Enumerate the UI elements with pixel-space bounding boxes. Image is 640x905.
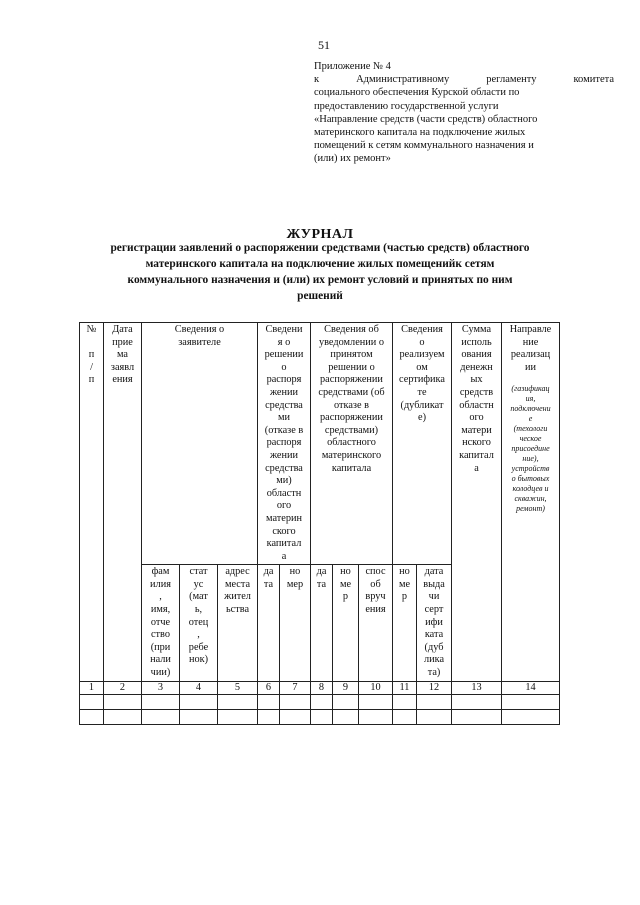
cell-text-line: ения xyxy=(365,604,386,616)
appendix-line: (или) их ремонт» xyxy=(314,153,391,165)
cell-text-line: Сведения о xyxy=(174,324,225,335)
cell-text-line: нок) xyxy=(188,654,209,666)
cell-text-line: ме xyxy=(398,578,411,590)
cell-text-line: жении xyxy=(269,449,299,461)
cell-text-line: фам xyxy=(151,566,170,578)
cell-text-line: вруч xyxy=(365,591,386,603)
empty-cell xyxy=(280,710,311,725)
cell-text-line: ых xyxy=(470,374,483,386)
cell-text-line: ми) xyxy=(276,475,292,487)
cell-text-line: Сумма xyxy=(461,324,492,335)
cell-text-line: серт xyxy=(424,604,444,616)
empty-cell xyxy=(359,710,393,725)
empty-cell xyxy=(280,695,311,710)
column-number-row xyxy=(80,681,560,695)
cell-text-line: / xyxy=(90,361,93,373)
cell-text-line xyxy=(81,337,102,350)
cell-text-line: средства xyxy=(265,462,303,474)
cell-text-line: о xyxy=(419,336,425,348)
cell-text-line: та xyxy=(316,578,327,590)
empty-cell xyxy=(142,695,180,710)
cell-text-line: п xyxy=(88,349,95,361)
cell-text-line: ия, xyxy=(525,394,536,404)
subtitle-line: материнского капитала на подключение жилых помещенийк сетям xyxy=(145,258,495,270)
cell-text-line: мер xyxy=(286,578,304,590)
cell-text-line: ма xyxy=(116,349,129,361)
cell-text-line: ческое xyxy=(519,434,542,444)
header-amount xyxy=(452,323,502,682)
cell-text-line: устройств xyxy=(511,464,550,474)
cell-text-line: областн xyxy=(266,487,302,499)
cell-text-line: чи xyxy=(428,591,440,603)
sub-decision-date xyxy=(258,565,280,681)
cell-text-line: ии xyxy=(524,361,537,373)
sub-status xyxy=(180,565,218,681)
cell-text-line: матери xyxy=(461,424,492,436)
empty-cell xyxy=(258,695,280,710)
empty-cell xyxy=(393,710,417,725)
cell-text-line: присоедине xyxy=(511,444,550,454)
sub-notice-date xyxy=(311,565,333,681)
col-num: 3 xyxy=(142,681,180,695)
cell-text-line: чии) xyxy=(150,667,171,679)
sub-fullname xyxy=(142,565,180,681)
appendix-line: к Административному регламенту комитета xyxy=(314,74,614,86)
cell-text-line: е) xyxy=(418,412,426,424)
cell-text-line: капитала xyxy=(331,462,372,474)
cell-text-line: Сведения об xyxy=(324,324,379,335)
cell-text-line: уведомлении о xyxy=(318,336,385,348)
col-num: 14 xyxy=(502,681,560,695)
cell-text-line: реализац xyxy=(510,349,551,361)
cell-text-line: спос xyxy=(365,566,386,578)
col-num: 10 xyxy=(359,681,393,695)
cell-text-line: те xyxy=(417,386,427,398)
cell-text-line: ь, xyxy=(194,604,203,616)
cell-text-line: реализуем xyxy=(399,349,445,361)
cell-text-line: ме xyxy=(339,578,352,590)
col-num: 2 xyxy=(104,681,142,695)
empty-cell xyxy=(417,695,452,710)
empty-cell xyxy=(104,710,142,725)
cell-text-line: да xyxy=(263,566,274,578)
cell-text-line: а xyxy=(281,550,287,562)
cell-text-line: средствами (об xyxy=(318,386,385,398)
cell-text-line: нали xyxy=(150,654,171,666)
sub-delivery-method xyxy=(359,565,393,681)
empty-cell xyxy=(502,710,560,725)
empty-cell xyxy=(218,695,258,710)
cell-text-line: средств xyxy=(459,386,494,398)
page-number: 51 xyxy=(318,38,330,52)
cell-text-line: распоряжении xyxy=(320,412,383,424)
cell-text-line: ом xyxy=(416,361,428,373)
empty-cell xyxy=(333,710,359,725)
cell-text-line: но xyxy=(399,566,410,578)
cell-text-line: я о xyxy=(277,336,291,348)
cell-text-line: прие xyxy=(112,336,133,348)
cell-text-line: ьства xyxy=(225,604,250,616)
cell-text-line: областного xyxy=(327,437,376,449)
cell-text-line: (дубликат xyxy=(400,399,444,411)
col-num: 9 xyxy=(333,681,359,695)
cell-text-line: ство xyxy=(150,629,170,641)
sub-decision-number xyxy=(280,565,311,681)
header-notification xyxy=(311,323,393,565)
sub-notice-number xyxy=(333,565,359,681)
cell-text-line: № xyxy=(86,324,97,335)
cell-text-line: ние xyxy=(522,336,539,348)
cell-text-line: стат xyxy=(189,566,208,578)
direction-note xyxy=(503,384,558,514)
empty-cell xyxy=(80,710,104,725)
appendix-line: предоставлению государственной услуги xyxy=(314,100,499,112)
cell-text-line: ого xyxy=(469,412,484,424)
header-certificate xyxy=(393,323,452,565)
cell-text-line: заявителе xyxy=(178,336,221,348)
cell-text-line: принятом xyxy=(330,349,373,361)
cell-text-line: отец xyxy=(188,616,209,628)
cell-text-line: Сведения xyxy=(401,324,443,335)
empty-cell xyxy=(452,695,502,710)
appendix-line: «Направление средств (части средств) областного xyxy=(314,113,538,125)
cell-text-line: ус xyxy=(193,578,204,590)
cell-text-line: , xyxy=(197,629,200,641)
empty-cell xyxy=(393,695,417,710)
empty-cell xyxy=(218,710,258,725)
cell-text-line: ми xyxy=(277,412,291,424)
cell-text-line: средства xyxy=(265,399,303,411)
cell-text-line: областн xyxy=(459,399,494,411)
journal-table xyxy=(79,322,560,725)
cell-text-line: распоря xyxy=(266,437,302,449)
col-num: 6 xyxy=(258,681,280,695)
sub-cert-number xyxy=(393,565,417,681)
cell-text-line: решении о xyxy=(328,361,375,373)
cell-text-line: (при xyxy=(150,641,171,653)
cell-text-line: ребе xyxy=(188,641,209,653)
col-num: 11 xyxy=(393,681,417,695)
cell-text-line: (дуб xyxy=(424,641,444,653)
sub-cert-date xyxy=(417,565,452,681)
cell-text-line: (мат xyxy=(189,591,208,603)
cell-text-line: об xyxy=(370,578,381,590)
cell-text-line: Сведени xyxy=(265,324,303,335)
cell-text-line: (отказе в xyxy=(264,424,304,436)
sub-address xyxy=(218,565,258,681)
cell-text-line: п xyxy=(88,374,95,386)
empty-cell xyxy=(80,695,104,710)
cell-text-line: решении xyxy=(264,349,304,361)
cell-text-line: материн xyxy=(266,512,302,524)
empty-cell xyxy=(180,710,218,725)
cell-text-line: но xyxy=(340,566,351,578)
cell-text-line: лика xyxy=(423,654,445,666)
col-num: 5 xyxy=(218,681,258,695)
appendix-line: Приложение № 4 xyxy=(314,61,391,72)
cell-text-line: ского xyxy=(272,525,296,537)
cell-text-line: р xyxy=(401,591,408,603)
cell-text-line: выда xyxy=(423,578,445,590)
cell-text-line: о бытовых xyxy=(511,474,550,484)
appendix-line: помещений к сетям коммунального назначения и xyxy=(314,140,534,152)
header-date xyxy=(104,323,142,682)
cell-text-line: о xyxy=(281,361,287,373)
cell-text-line: е xyxy=(528,414,533,424)
header-decision xyxy=(258,323,311,565)
cell-text-line: та xyxy=(263,578,274,590)
subtitle-line: коммунального назначения и (или) их ремонт условий и принятых по ним xyxy=(127,274,513,286)
appendix-line: социального обеспечения Курской области по xyxy=(314,87,520,99)
subtitle-line: решений xyxy=(297,290,343,302)
appendix-line: материнского капитала на подключение жилых xyxy=(314,127,526,139)
empty-cell xyxy=(502,695,560,710)
cell-text-line: р xyxy=(342,591,349,603)
col-num: 12 xyxy=(417,681,452,695)
cell-text-line: , xyxy=(159,591,162,603)
cell-text-line: подключени xyxy=(510,404,551,414)
empty-cell xyxy=(417,710,452,725)
empty-cell xyxy=(359,695,393,710)
cell-text-line: скважин, xyxy=(514,494,547,504)
empty-cell xyxy=(180,695,218,710)
cell-text-line: жител xyxy=(224,591,251,603)
header-row xyxy=(80,323,560,565)
col-num: 8 xyxy=(311,681,333,695)
cell-text-line: (газификац xyxy=(511,384,550,394)
col-num: 13 xyxy=(452,681,502,695)
cell-text-line: ремонт) xyxy=(516,504,545,514)
empty-cell xyxy=(311,695,333,710)
subtitle-line: регистрации заявлений о распоряжении средствами (частью средств) областного xyxy=(110,242,530,254)
cell-text-line: заявл xyxy=(110,361,135,373)
cell-text-line: дата xyxy=(424,566,444,578)
cell-text-line: Дата xyxy=(112,324,133,335)
empty-cell xyxy=(311,710,333,725)
cell-text-line: отче xyxy=(150,616,171,628)
empty-cell xyxy=(333,695,359,710)
empty-cell xyxy=(104,695,142,710)
cell-text-line: распоря xyxy=(266,374,302,386)
empty-cell xyxy=(452,710,502,725)
cell-text-line: Направле xyxy=(509,324,552,335)
cell-text-line: ения xyxy=(112,374,133,386)
col-num: 1 xyxy=(80,681,104,695)
cell-text-line: ого xyxy=(276,500,292,512)
cell-text-line: денежн xyxy=(460,361,493,373)
cell-text-line: та) xyxy=(427,667,441,679)
header-number xyxy=(80,323,104,682)
cell-text-line: материнского xyxy=(321,449,382,461)
cell-text-line: ифи xyxy=(425,616,443,628)
empty-row xyxy=(80,695,560,710)
cell-text-line: капитал xyxy=(266,538,302,550)
cell-text-line: ката xyxy=(424,629,444,641)
cell-text-line: жении xyxy=(269,386,299,398)
empty-cell xyxy=(142,710,180,725)
cell-text-line: илия xyxy=(150,578,171,590)
header-applicant xyxy=(142,323,258,565)
cell-text-line: распоряжении xyxy=(320,374,383,386)
col-num: 7 xyxy=(280,681,311,695)
cell-text-line: исполь xyxy=(461,336,492,348)
cell-text-line: ования xyxy=(461,349,492,361)
appendix-block xyxy=(314,60,614,166)
cell-text-line: но xyxy=(289,566,301,578)
cell-text-line: отказе в xyxy=(333,399,369,411)
cell-text-line: а xyxy=(474,462,479,474)
col-num: 4 xyxy=(180,681,218,695)
direction-main xyxy=(503,324,558,374)
cell-text-line: нского xyxy=(462,437,491,449)
cell-text-line: сертифика xyxy=(399,374,445,386)
cell-text-line: (техологи xyxy=(513,424,548,434)
document-title: ЖУРНАЛ xyxy=(286,227,354,242)
header-direction xyxy=(502,323,560,682)
cell-text-line: ние), xyxy=(522,454,539,464)
cell-text-line: имя, xyxy=(150,604,171,616)
cell-text-line: средствами) xyxy=(324,424,379,436)
cell-text-line: капитал xyxy=(459,449,494,461)
empty-cell xyxy=(258,710,280,725)
cell-text-line: адрес xyxy=(225,566,250,578)
cell-text-line: колодцев и xyxy=(512,484,549,494)
cell-text-line: да xyxy=(316,566,327,578)
document-subtitle xyxy=(70,240,570,304)
cell-text-line: места xyxy=(224,578,251,590)
empty-row xyxy=(80,710,560,725)
